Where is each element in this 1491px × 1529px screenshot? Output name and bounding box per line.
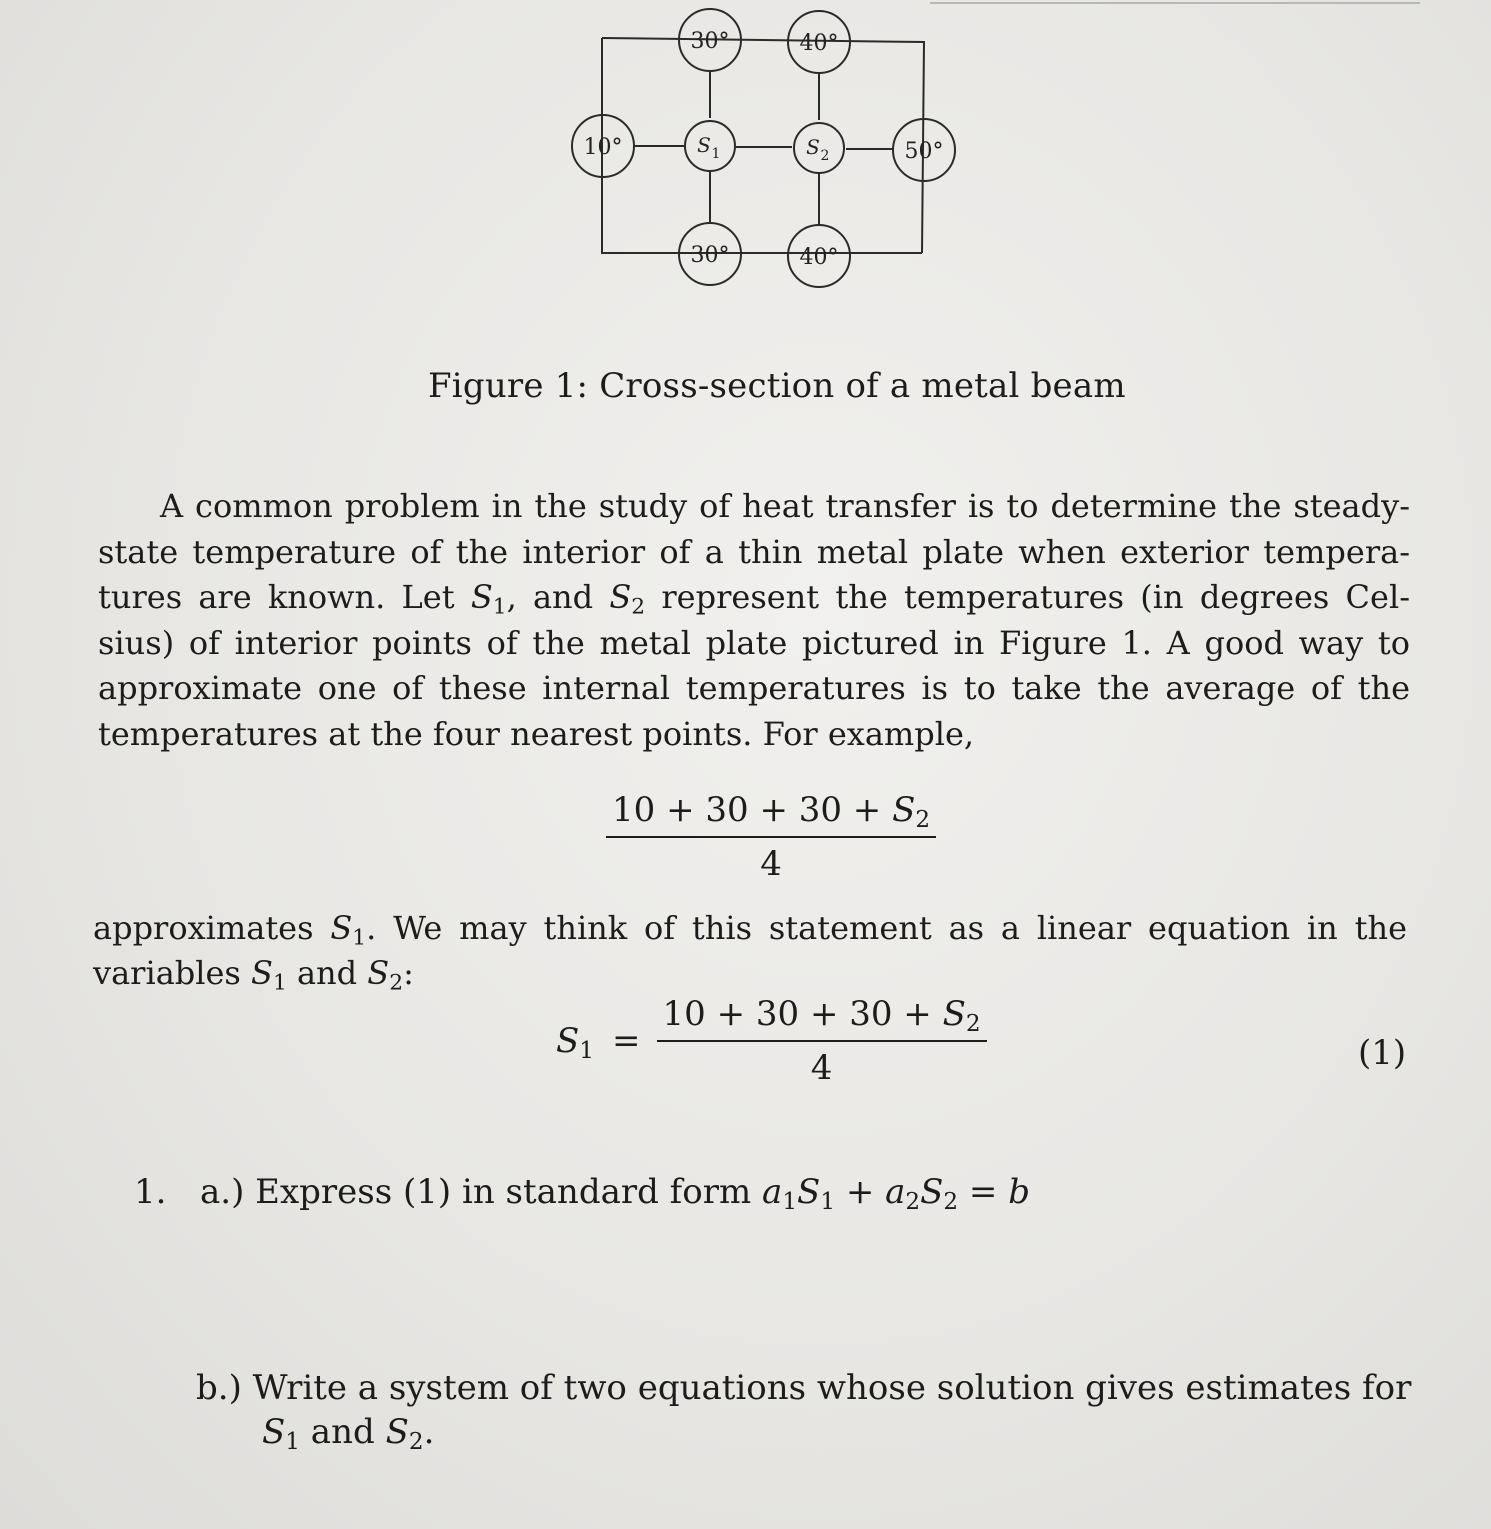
var-s1: $S_1$ xyxy=(470,578,507,620)
question-1a: 1. a.) Express (1) in standard form $a_1S_1 + a_2S_2 = b$ xyxy=(134,1172,1030,1215)
equation-number: (1) xyxy=(1358,1033,1407,1073)
para2-line2: variables $S_1$ and $S_2$: xyxy=(93,954,414,996)
svg-text:40°: 40° xyxy=(799,31,839,56)
para1-line2: state temperature of the interior of a thin metal plate when exterior tempera- xyxy=(98,532,1410,571)
equals-sign: = xyxy=(612,1021,641,1061)
para1-line1: A common problem in the study of heat transfer is to determine the steady- xyxy=(160,487,1410,525)
node-bottom-right xyxy=(788,225,850,287)
svg-text:30°: 30° xyxy=(690,243,730,268)
node-s1 xyxy=(685,121,735,171)
svg-text:40°: 40° xyxy=(799,245,839,270)
var-s2: $S_2$ xyxy=(609,578,646,620)
linear-equation-paragraph xyxy=(93,906,1407,996)
standard-form-expression: $a_1S_1 + a_2S_2 = b$ xyxy=(762,1172,1030,1215)
para1-line5: approximate one of these internal temperatures is to take the average of the xyxy=(98,669,1410,707)
para1-line4: sius) of interior points of the metal plate pictured in Figure 1. A good way to xyxy=(98,623,1410,662)
svg-text:10°: 10° xyxy=(583,135,623,160)
svg-text:1: 1 xyxy=(711,146,721,162)
eq1-numerator: $10 + 30 + 30 + S_2$ xyxy=(657,994,987,1042)
fraction-numerator: $10 + 30 + 30 + S_2$ xyxy=(606,790,936,838)
node-s2 xyxy=(794,123,844,173)
equation-1 xyxy=(556,994,987,1088)
question-1b-line1: b.) Write a system of two equations whose solution gives estimates for xyxy=(196,1368,1412,1408)
svg-text:2: 2 xyxy=(820,148,830,164)
question-1b xyxy=(196,1366,1412,1455)
svg-text:30°: 30° xyxy=(690,29,730,54)
figure-metal-beam-diagram xyxy=(560,0,980,300)
page-edge-line xyxy=(930,2,1420,4)
equation-lhs: $S_1$ xyxy=(556,1021,594,1064)
para2-line1: approximates $S_1$. We may think of this statement as a linear equation in the xyxy=(93,909,1408,951)
para1-line6: temperatures at the four nearest points. For example, xyxy=(98,714,975,753)
svg-text:50°: 50° xyxy=(904,139,944,164)
eq1-denominator: 4 xyxy=(810,1048,833,1088)
fraction-denominator: 4 xyxy=(760,844,782,884)
svg-text:S: S xyxy=(806,135,820,159)
example-fraction xyxy=(606,790,936,884)
para1-line3: tures are known. Let $S_1$, and $S_2$ represent the temperatures (in degrees Cel- xyxy=(98,578,1411,620)
figure-svg xyxy=(560,0,980,300)
figure-caption: Figure 1: Cross-section of a metal beam xyxy=(428,366,1126,406)
svg-text:S: S xyxy=(697,133,711,157)
question-1b-line2: $S_1$ and $S_2$. xyxy=(262,1412,435,1455)
intro-paragraph xyxy=(98,484,1410,757)
node-top-right xyxy=(788,11,850,73)
question-number: 1. xyxy=(134,1172,167,1212)
